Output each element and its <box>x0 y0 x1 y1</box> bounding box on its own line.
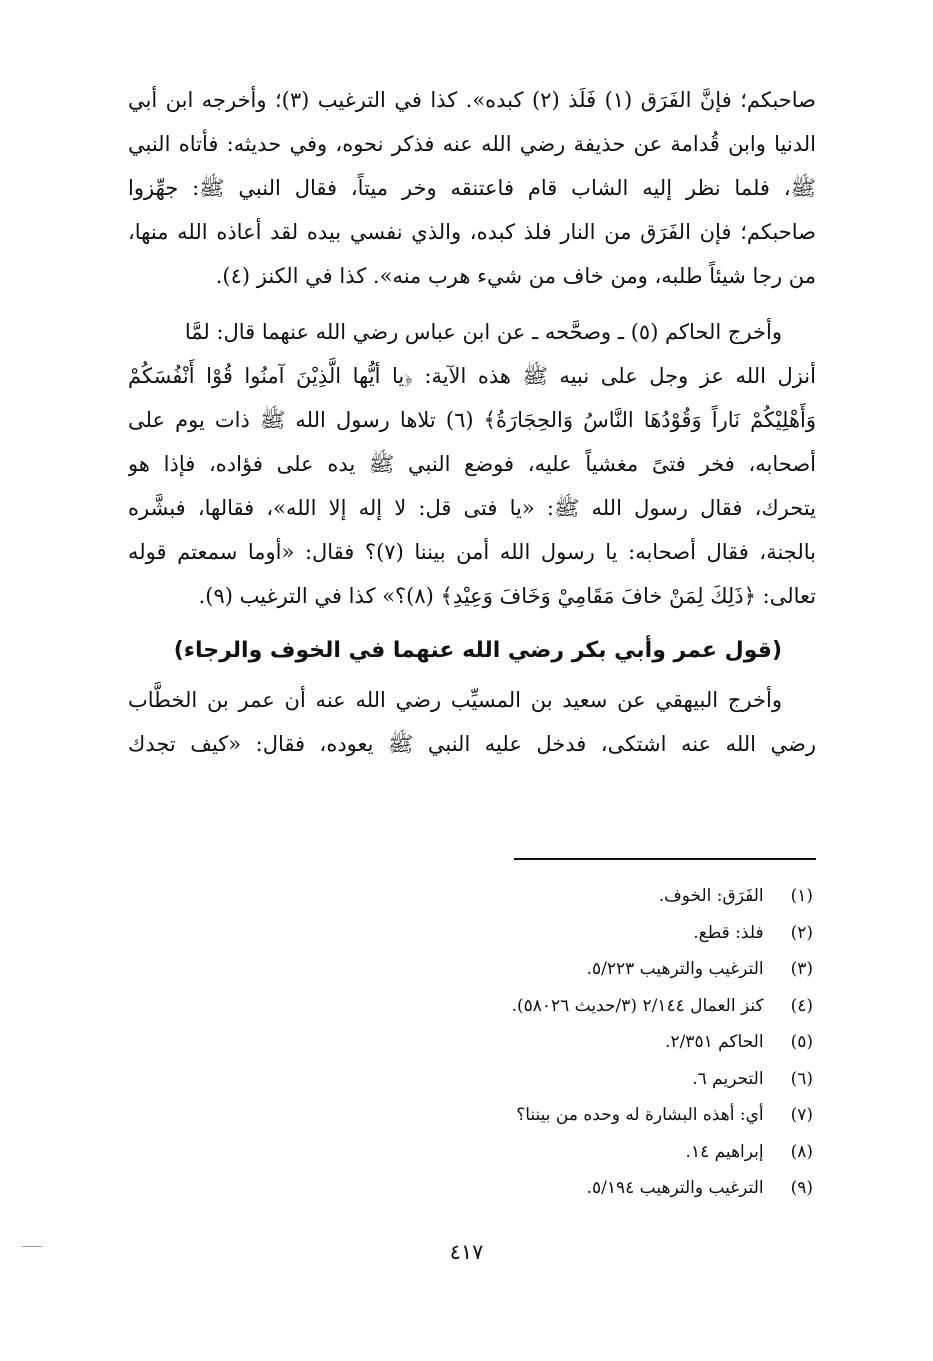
footnotes <box>293 878 813 1207</box>
text-line: وَأَهْلِيْكُمْ نَاراً وَقُوْدُهَا النَّاسُ وَالحِجَارَةُ﴾ (٦) تلاها رسول الله ﷺ ذات يوم على <box>128 408 816 432</box>
footnote-text: فلذ: قطع. <box>693 922 764 943</box>
text-line: صاحبكم؛ فإنَّ الفَرَق (١) فَلَذ (٢) كبده». كذا في الترغيب (٣)؛ وأخرجه ابن أبي <box>128 88 816 112</box>
footnote-number: (٧) <box>790 1105 813 1125</box>
footnote-text: إبراهيم ١٤. <box>685 1141 764 1162</box>
paragraph-3 <box>128 678 816 766</box>
footnote <box>293 1134 813 1171</box>
scan-mark <box>22 1246 42 1247</box>
footnote-number: (٣) <box>790 959 813 979</box>
footnote-number: (٩) <box>790 1178 813 1198</box>
footnote <box>293 1170 813 1207</box>
footnote-text: الترغيب والترهيب ٥/٢٢٣. <box>586 959 764 979</box>
footnote-text: التحريم ٦. <box>692 1068 764 1089</box>
text-line: وأخرج الحاكم (٥) ـ وصحَّحه ـ عن ابن عباس رضي الله عنهما قال: لمَّا <box>184 320 782 344</box>
section-heading: (قول عمر وأبي بكر رضي الله عنهما في الخوف والرجاء) <box>173 638 782 663</box>
footnote <box>293 1061 813 1098</box>
footnote-text: الحاكم ٢/٣٥١. <box>665 1032 764 1052</box>
text-line: رضي الله عنه اشتكى، فدخل عليه النبي ﷺ يعوده، فقال: «كيف تجدك <box>128 732 816 756</box>
footnote-text: الفَرَق: الخوف. <box>658 886 764 906</box>
main-text <box>128 78 816 766</box>
text-line: أصحابه، فخر فتىً مغشياً عليه، فوضع النبي ﷺ يده على فؤاده، فإذا هو <box>128 452 816 476</box>
footnote-text: كنز العمال ٢/١٤٤ (٣/حديث ٥٨٠٢٦). <box>511 995 764 1016</box>
paragraph-gap <box>128 298 816 310</box>
paragraph-2 <box>128 310 816 618</box>
text-line: صاحبكم؛ فإن الفَرَق من النار فلذ كبده، والذي نفسي بيده لقد أعاذه الله منها، <box>128 220 816 244</box>
text-line: تعالى: ﴿ذَلِكَ لِمَنْ خافَ مَقَامِيْ وَخَافَ وَعِيْدِ﴾ (٨)؟» كذا في الترغيب (٩). <box>198 584 816 608</box>
text-line: ﷺ، فلما نظر إليه الشاب قام فاعتنقه وخر ميتاً، فقال النبي ﷺ: جهِّزوا <box>128 176 816 200</box>
footnote-separator <box>514 858 816 860</box>
footnote-number: (٤) <box>790 995 813 1016</box>
footnote <box>293 878 813 915</box>
text-line: الدنيا وابن قُدامة عن حذيفة رضي الله عنه فذكر نحوه، وفي حديثه: فأتاه النبي <box>128 132 816 156</box>
footnote <box>293 915 813 952</box>
footnote-number: (٢) <box>790 922 813 943</box>
footnote <box>293 1097 813 1134</box>
footnote-number: (٨) <box>790 1141 813 1162</box>
footnote-number: (١) <box>790 886 813 906</box>
paragraph-1 <box>128 78 816 298</box>
text-line: من رجا شيئاً طلبه، ومن خاف من شيء هرب منه». كذا في الكنز (٤). <box>215 264 816 288</box>
text-line: أنزل الله عز وجل على نبيه ﷺ هذه الآية: ﴿يا أيُّها الَّذِيْنَ آمنُوا قُوْا أَنْفُسَكُمْ <box>128 364 816 388</box>
footnote-number: (٦) <box>790 1068 813 1089</box>
footnote <box>293 988 813 1025</box>
text-line: يتحرك، فقال رسول الله ﷺ: «يا فتى قل: لا إله إلا الله»، فقالها، فبشَّره <box>128 496 816 520</box>
footnote <box>293 1024 813 1061</box>
text-line: وأخرج البيهقي عن سعيد بن المسيِّب رضي الله عنه أن عمر بن الخطَّاب <box>128 688 782 712</box>
footnote-text: أي: أهذه البشارة له وحده من بيننا؟ <box>516 1105 764 1125</box>
footnote-number: (٥) <box>790 1032 813 1052</box>
footnote <box>293 951 813 988</box>
footnote-text: الترغيب والترهيب ٥/١٩٤. <box>586 1178 764 1198</box>
text-line: بالجنة، فقال أصحابه: يا رسول الله أمن بيننا (٧)؟ فقال: «أوما سمعتم قوله <box>128 540 816 564</box>
page-number: ٤١٧ <box>449 1240 484 1264</box>
